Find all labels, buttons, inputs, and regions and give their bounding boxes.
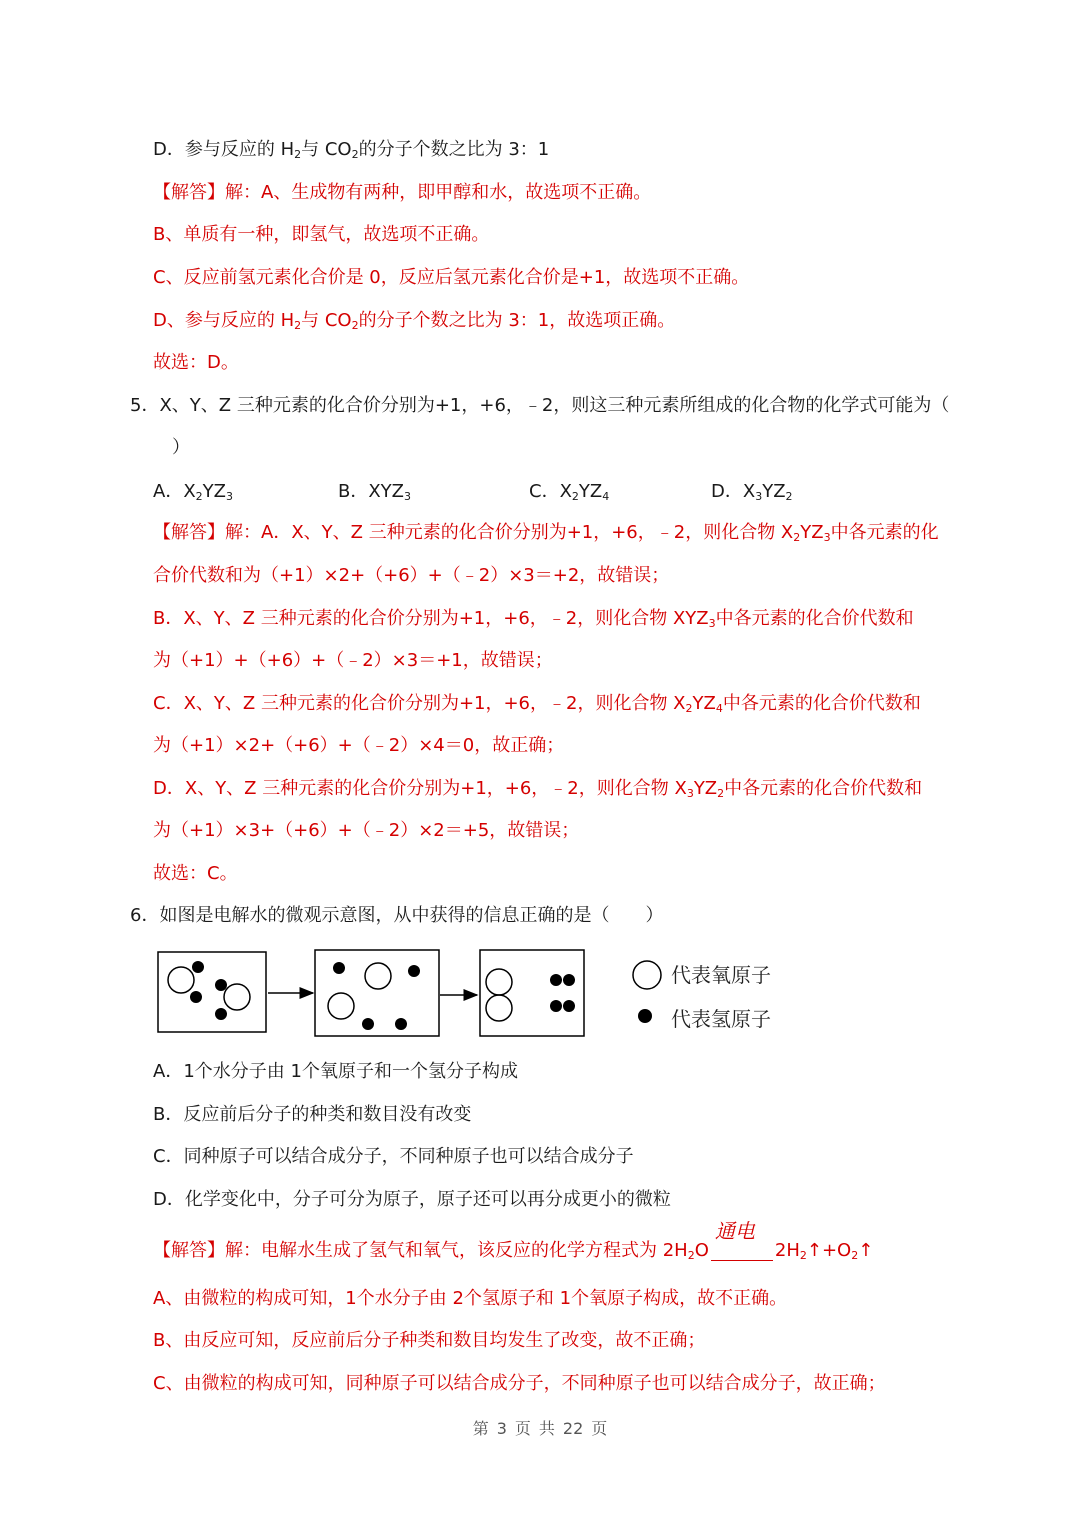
q6-option-b: B．反应前后分子的种类和数目没有改变 xyxy=(153,1104,472,1125)
q6-answer-b: B、由反应可知，反应前后分子种类和数目均发生了改变，故不正确； xyxy=(153,1330,706,1351)
q5-answer-a: 【解答】解：A．X、Y、Z 三种元素的化合价分别为+1，+6，﹣2，则化合物 $X_2YZ_3$中各元素的化 xyxy=(153,522,939,544)
q6-option-d: D．化学变化中，分子可分为原子，原子还可以再分成更小的微粒 xyxy=(153,1189,671,1210)
hydrogen-atom xyxy=(215,1008,227,1020)
legend-oxygen-icon xyxy=(633,961,661,989)
q6-answer-c: C、由微粒的构成可知，同种原子可以结合成分子，不同种原子也可以结合成分子，故正确； xyxy=(153,1373,886,1394)
q6-answer-a: A、由微粒的构成可知，1个水分子由 2个氢原子和 1个氧原子构成，故不正确。 xyxy=(153,1288,788,1309)
q5-option-c: C．$X_2YZ_4$ xyxy=(529,481,610,503)
oxygen-atom xyxy=(328,993,354,1019)
hydrogen-atom xyxy=(215,979,227,991)
hydrogen-atom xyxy=(563,1000,575,1012)
hydrogen-atom xyxy=(550,1000,562,1012)
q5-stem: 5．X、Y、Z 三种元素的化合价分别为+1，+6，﹣2，则这三种元素所组成的化合物的化学式可能为（ xyxy=(130,395,950,416)
hydrogen-atom xyxy=(190,991,202,1003)
q5-answer-b-cont: 为（+1）+（+6）+（﹣2）×3＝+1，故错误； xyxy=(153,650,553,671)
hydrogen-atom xyxy=(395,1018,407,1030)
page-footer: 第 3 页 共 22 页 xyxy=(472,1419,608,1438)
reaction-condition: 通电 xyxy=(711,1238,773,1264)
legend-oxygen-label: 代表氧原子 xyxy=(671,963,771,987)
q6-option-a: A．1个水分子由 1个氧原子和一个氢分子构成 xyxy=(153,1061,518,1082)
q6-option-c: C．同种原子可以结合成分子，不同种原子也可以结合成分子 xyxy=(153,1146,634,1167)
hydrogen-atom xyxy=(333,962,345,974)
prev-answer-line: B、单质有一种，即氢气，故选项不正确。 xyxy=(153,224,490,245)
hydrogen-atom xyxy=(550,974,562,986)
prev-answer-final: 故选：D。 xyxy=(153,352,239,373)
hydrogen-atom xyxy=(362,1018,374,1030)
legend-hydrogen-label: 代表氢原子 xyxy=(671,1007,771,1031)
q6-answer-equation: 【解答】解：电解水生成了氢气和氧气，该反应的化学方程式为 $2H_2O$ 通电 $2H_2↑+O_2↑$ xyxy=(153,1219,874,1262)
oxygen-atom xyxy=(224,984,250,1010)
q5-answer-a-cont: 合价代数和为（+1）×2+（+6）+（﹣2）×3＝+2，故错误； xyxy=(153,565,670,586)
hydrogen-atom xyxy=(192,961,204,973)
q5-answer-d-cont: 为（+1）×3+（+6）+（﹣2）×2＝+5，故错误； xyxy=(153,820,580,841)
q5-stem-bracket: ） xyxy=(172,437,190,458)
q5-answer-c: C．X、Y、Z 三种元素的化合价分别为+1，+6，﹣2，则化合物 $X_2YZ_4$中各元素的化合价代数和 xyxy=(153,693,921,715)
oxygen-atom xyxy=(168,967,194,993)
q6-stem: 6．如图是电解水的微观示意图，从中获得的信息正确的是（ ） xyxy=(130,905,664,926)
oxygen-atom xyxy=(365,963,391,989)
q5-answer-d: D．X、Y、Z 三种元素的化合价分别为+1，+6，﹣2，则化合物 $X_3YZ_2$中各元素的化合价代数和 xyxy=(153,778,923,800)
q5-answer-b: B．X、Y、Z 三种元素的化合价分别为+1，+6，﹣2，则化合物 $XYZ_3$中各元素的化合价代数和 xyxy=(153,608,914,630)
prev-answer-line: 【解答】解：A、生成物有两种，即甲醇和水，故选项不正确。 xyxy=(153,182,652,203)
q5-option-d: D．$X_3YZ_2$ xyxy=(711,481,793,503)
product-box xyxy=(480,950,584,1036)
legend-hydrogen-icon xyxy=(638,1009,652,1023)
electrolysis-diagram xyxy=(155,948,795,1043)
q5-option-b: B．$XYZ_3$ xyxy=(338,481,412,503)
prev-option-d: D．参与反应的 $H_2$与 $CO_2$的分子个数之比为 3：1 xyxy=(153,139,550,161)
oxygen-atom xyxy=(486,995,512,1021)
prev-answer-line: D、参与反应的 $H_2$与 $CO_2$的分子个数之比为 3：1，故选项正确。 xyxy=(153,310,676,332)
prev-answer-line: C、反应前氢元素化合价是 0，反应后氢元素化合价是+1，故选项不正确。 xyxy=(153,267,750,288)
q5-answer-final: 故选：C。 xyxy=(153,863,238,884)
q5-answer-c-cont: 为（+1）×2+（+6）+（﹣2）×4＝0，故正确； xyxy=(153,735,565,756)
hydrogen-atom xyxy=(563,974,575,986)
q5-option-a: A．$X_2YZ_3$ xyxy=(153,481,233,503)
hydrogen-atom xyxy=(408,965,420,977)
oxygen-atom xyxy=(486,969,512,995)
